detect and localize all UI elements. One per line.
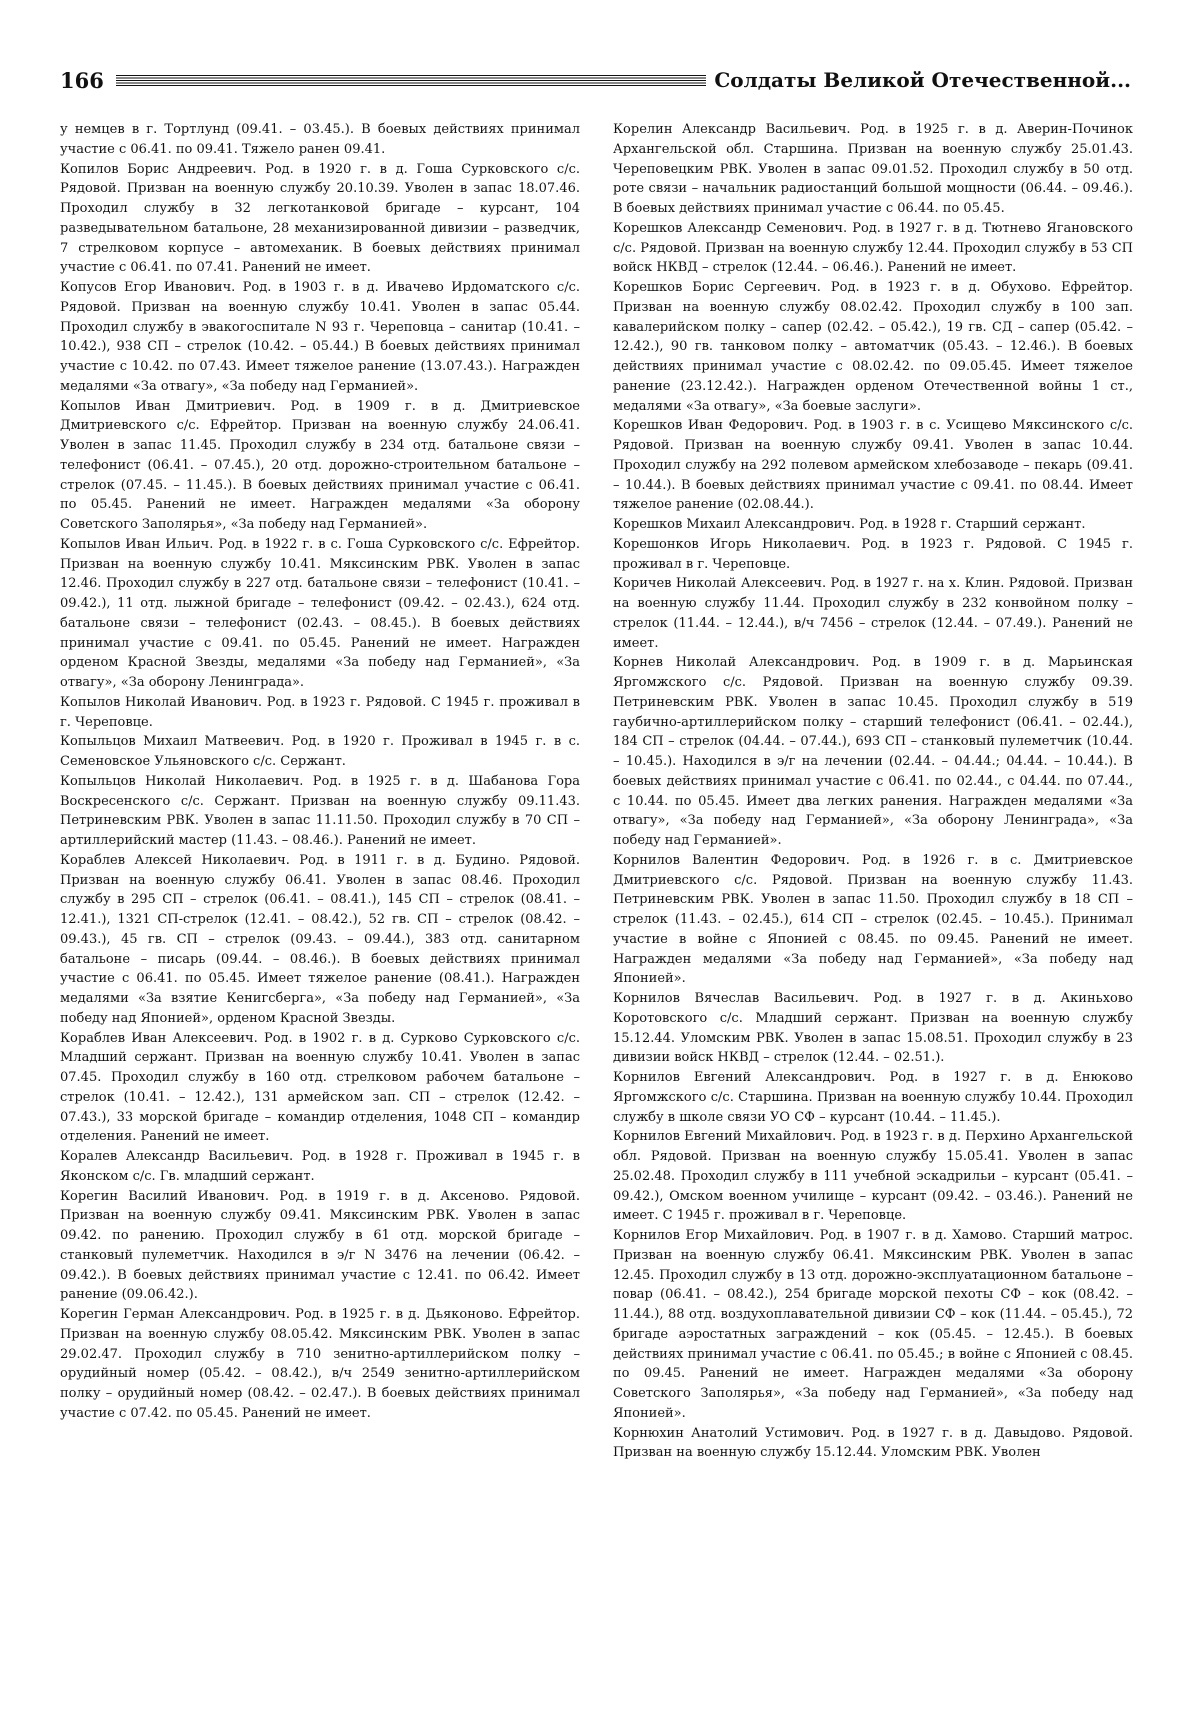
biography-entry: Копусов Егор Иванович. Род. в 1903 г. в д. Ивачево Ирдоматского с/с. Рядовой. Призван на военную службу 10.41. Уволен в запас 05.44. Проходил службу в эвакогоспитале N 93 г. Череповца – санитар (10.41. – 10.42.), 938 СП – стрелок (10.42. – 05.44.) В боевых действиях принимал участие с 10.42. по 07.43. Имеет тяжелое ранение (13.07.43.). Награжден медалями «За отвагу», «За победу над Германией». [60, 280, 580, 394]
biography-entry: Корнилов Евгений Александрович. Род. в 1927 г. в д. Енюково Яргомжского с/с. Старшина. Призван на военную службу 10.44. Проходил службу в школе связи УО СФ – курсант (10.44. – 11.45.). [613, 1070, 1133, 1125]
running-header [60, 62, 1131, 98]
right-column [613, 120, 1133, 1680]
left-column [60, 120, 580, 1680]
biography-entry: Корнев Николай Александрович. Род. в 1909 г. в д. Марьинская Яргомжского с/с. Рядовой. Призван на военную службу 09.39. Петриневским РВК. Уволен в запас 10.45. Проходил службу в 519 гаубично-артиллерийском полку – старший телефонист (06.41. – 02.44.), 184 СП – стрелок (04.44. – 07.44.), 693 СП – станковый пулеметчик (10.44. – 10.45.). Находился в э/г на лечении (02.44. – 04.44.; 04.44. – 10.44.). В боевых действиях принимал участие с 06.41. по 02.44., с 04.44. по 07.44., с 10.44. по 05.45. Имеет два легких ранения. Награжден медалями «За отвагу», «За победу над Германией», «За оборону Ленинграда», «За победу над Германией». [613, 655, 1133, 848]
biography-entry: Кораблев Иван Алексеевич. Род. в 1902 г. в д. Сурково Сурковского с/с. Младший сержант. Призван на военную службу 10.41. Уволен в запас 07.45. Проходил службу в 160 отд. стрелковом рабочем батальоне – стрелок (10.41. – 12.42.), 131 армейском зап. СП – стрелок (12.42. – 07.43.), 33 морской бригаде – командир отделения, 1048 СП – командир отделения. Ранений не имеет. [60, 1030, 580, 1145]
biography-entry: Корелин Александр Васильевич. Род. в 1925 г. в д. Аверин-Починок Архангельской обл. Старшина. Призван на военную службу 25.01.43. Череповецким РВК. Уволен в запас 09.01.52. Проходил службу в 50 отд. роте связи – начальник радиостанций большой мощности (06.44. – 09.46.). В боевых действиях принимал участие с 06.44. по 05.45. [613, 122, 1133, 216]
biography-entry: Корешков Иван Федорович. Род. в 1903 г. в с. Усищево Мяксинского с/с. Рядовой. Призван на военную службу 09.41. Уволен в запас 10.44. Проходил службу на 292 полевом армейском хлебозаводе – пекарь (09.41. – 10.44.). В боевых действиях принимал участие с 09.41. по 08.44. Имеет тяжелое ранение (02.08.44.). [613, 418, 1133, 513]
running-title: Солдаты Великой Отечественной... [714, 68, 1131, 92]
biography-entry: Копилов Борис Андреевич. Род. в 1920 г. в д. Гоша Сурковского с/с. Рядовой. Призван на военную службу 20.10.39. Уволен в запас 18.07.46. Проходил службу в 32 легкотанковой бригаде – курсант, 104 разведывательном батальоне, 28 механизированной дивизии – разведчик, 7 стрелковом корпусе – автомеханик. В боевых действиях принимал участие с 06.41. по 07.41. Ранений не имеет. [60, 161, 580, 276]
text-columns [60, 120, 1133, 1680]
biography-entry: Кораблев Алексей Николаевич. Род. в 1911 г. в д. Будино. Рядовой. Призван на военную службу 06.41. Уволен в запас 08.46. Проходил службу в 295 СП – стрелок (06.41. – 08.41.), 145 СП – стрелок (08.41. – 12.41.), 1321 СП-стрелок (12.41. – 08.42.), 52 гв. СП – стрелок (08.42. – 09.43.), 45 гв. СП – стрелок (09.43. – 09.44.), 383 отд. санитарном батальоне – писарь (09.44. – 08.46.). В боевых действиях принимал участие с 06.41. по 05.45. Имеет тяжелое ранение (08.41.). Награжден медалями «За взятие Кенигсберга», «За победу над Германией», «За победу над Японией», орденом Красной Звезды. [60, 852, 580, 1026]
biography-entry: Корешков Александр Семенович. Род. в 1927 г. в д. Тютнево Ягановского с/с. Рядовой. Призван на военную службу 12.44. Проходил службу в 53 СП войск НКВД – стрелок (12.44. – 06.46.). Ранений не имеет. [613, 220, 1133, 276]
biography-entry: Корешков Михаил Александрович. Род. в 1928 г. Старший сержант. [613, 517, 1086, 532]
biography-entry: Корнилов Валентин Федорович. Род. в 1926 г. в с. Дмитриевское Дмитриевского с/с. Рядовой. Призван на военную службу 11.43. Петриневским РВК. Уволен в запас 11.50. Проходил службу в 18 СП – стрелок (11.43. – 02.45.), 614 СП – стрелок (02.45. – 10.45.). Принимал участие в войне с Японией с 08.45. по 09.45. Ранений не имеет. Награжден медалями «За победу над Германией», «За победу над Японией». [613, 852, 1133, 987]
biography-entry: Коричев Николай Алексеевич. Род. в 1927 г. на х. Клин. Рядовой. Призван на военную службу 11.44. Проходил службу в 232 конвойном полку – стрелок (11.44. – 12.44.), в/ч 7456 – стрелок (12.44. – 07.49.). Ранений не имеет. [613, 576, 1133, 651]
biography-entry: Корешков Борис Сергеевич. Род. в 1923 г. в д. Обухово. Ефрейтор. Призван на военную службу 08.02.42. Проходил службу в 100 зап. кавалерийском полку – сапер (02.42. – 05.42.), 19 гв. СД – сапер (05.42. – 12.42.), 90 гв. танковом полку – автоматчик (05.43. – 12.46.). В боевых действиях принимал участие с 08.02.42. по 09.05.45. Имеет тяжелое ранение (23.12.42.). Награжден орденом Отечественной войны 1 ст., медалями «За отвагу», «За боевые заслуги». [613, 280, 1133, 414]
biography-entry: у немцев в г. Тортлунд (09.41. – 03.45.). В боевых действиях принимал участие с 06.41. по 09.41. Тяжело ранен 09.41. [60, 122, 580, 157]
biography-entry: Корнилов Евгений Михайлович. Род. в 1923 г. в д. Перхино Архангельской обл. Рядовой. Призван на военную службу 15.05.41. Уволен в запас 25.02.48. Проходил службу в 111 учебной эскадрильи – курсант (05.41. – 09.42.), Омском военном училище – курсант (09.42. – 03.46.). Ранений не имеет. С 1945 г. проживал в г. Череповце. [613, 1129, 1133, 1224]
biography-entry: Корегин Герман Александрович. Род. в 1925 г. в д. Дьяконово. Ефрейтор. Призван на военную службу 08.05.42. Мяксинским РВК. Уволен в запас 29.02.47. Проходил службу в 710 зенитно-артиллерийском полку – орудийный номер (05.42. – 08.42.), в/ч 2549 зенитно-артиллерийском полку – орудийный номер (08.42. – 02.47.). В боевых действиях принимал участие с 07.42. по 05.45. Ранений не имеет. [60, 1307, 580, 1421]
biography-entry: Копылов Иван Дмитриевич. Род. в 1909 г. в д. Дмитриевское Дмитриевского с/с. Ефрейтор. Призван на военную службу 24.06.41. Уволен в запас 11.45. Проходил службу в 234 отд. батальоне связи – телефонист (06.41. – 07.45.), 20 отд. дорожно-строительном батальоне – стрелок (07.45. – 11.45.). В боевых действиях принимал участие с 06.41. по 05.45. Ранений не имеет. Награжден медалями «За оборону Советского Заполярья», «За победу над Германией». [60, 398, 580, 532]
biography-entry: Корнилов Вячеслав Васильевич. Род. в 1927 г. в д. Акиньхово Коротовского с/с. Младший сержант. Призван на военную службу 15.12.44. Уломским РВК. Уволен в запас 15.08.51. Проходил службу в 23 дивизии войск НКВД – стрелок (12.44. – 02.51.). [613, 991, 1133, 1066]
biography-entry: Копыльцов Михаил Матвеевич. Род. в 1920 г. Проживал в 1945 г. в с. Семеновское Ульяновского с/с. Сержант. [60, 734, 580, 769]
biography-entry: Корнилов Егор Михайлович. Род. в 1907 г. в д. Хамово. Старший матрос. Призван на военную службу 06.41. Мяксинским РВК. Уволен в запас 12.45. Проходил службу в 13 отд. дорожно-эксплуатационном батальоне – повар (06.41. – 08.42.), 254 бригаде морской пехоты СФ – кок (08.42. – 11.44.), 88 отд. воздухоплавательной дивизии СФ – кок (11.44. – 05.45.), 72 бригаде аэростатных заграждений – кок (05.45. – 12.45.). В боевых действиях принимал участие с 06.41. по 05.45.; в войне с Японией с 08.45. по 09.45. Ранений не имеет. Награжден медалями «За оборону Советского Заполярья», «За победу над Германией», «За победу над Японией». [613, 1228, 1133, 1421]
biography-entry: Корнюхин Анатолий Устимович. Род. в 1927 г. в д. Давыдово. Рядовой. Призван на военную службу 15.12.44. Уломским РВК. Уволен [613, 1425, 1133, 1461]
header-rule [116, 75, 707, 86]
biography-entry: Корегин Василий Иванович. Род. в 1919 г. в д. Аксеново. Рядовой. Призван на военную службу 09.41. Мяксинским РВК. Уволен в запас 09.42. по ранению. Проходил службу в 61 отд. морской бригаде – станковый пулеметчик. Находился в э/г N 3476 на лечении (06.42. – 09.42.). В боевых действиях принимал участие с 12.41. по 06.42. Имеет ранение (09.06.42.). [60, 1188, 580, 1303]
biography-entry: Копылов Иван Ильич. Род. в 1922 г. в с. Гоша Сурковского с/с. Ефрейтор. Призван на военную службу 10.41. Мяксинским РВК. Уволен в запас 12.46. Проходил службу в 227 отд. батальоне связи – телефонист (10.41. – 09.42.), 11 отд. лыжной бригаде – телефонист (09.42. – 02.43.), 624 отд. батальоне связи – телефонист (02.43. – 08.45.). В боевых действиях принимал участие с 09.41. по 05.45. Ранений не имеет. Награжден орденом Красной Звезды, медалями «За победу над Германией», «За отвагу», «За оборону Ленинграда». [60, 536, 580, 690]
page-number: 166 [60, 67, 104, 93]
biography-entry: Копыльцов Николай Николаевич. Род. в 1925 г. в д. Шабанова Гора Воскресенского с/с. Сержант. Призван на военную службу 09.11.43. Петриневским РВК. Уволен в запас 11.11.50. Проходил службу в 70 СП – артиллерийский мастер (11.43. – 08.46.). Ранений не имеет. [60, 773, 580, 848]
biography-entry: Копылов Николай Иванович. Род. в 1923 г. Рядовой. С 1945 г. проживал в г. Череповце. [60, 694, 580, 730]
biography-entry: Коралев Александр Васильевич. Род. в 1928 г. Проживал в 1945 г. в Яконском с/с. Гв. младший сержант. [60, 1149, 580, 1184]
biography-entry: Корешонков Игорь Николаевич. Род. в 1923 г. Рядовой. С 1945 г. проживал в г. Череповце. [613, 536, 1133, 572]
